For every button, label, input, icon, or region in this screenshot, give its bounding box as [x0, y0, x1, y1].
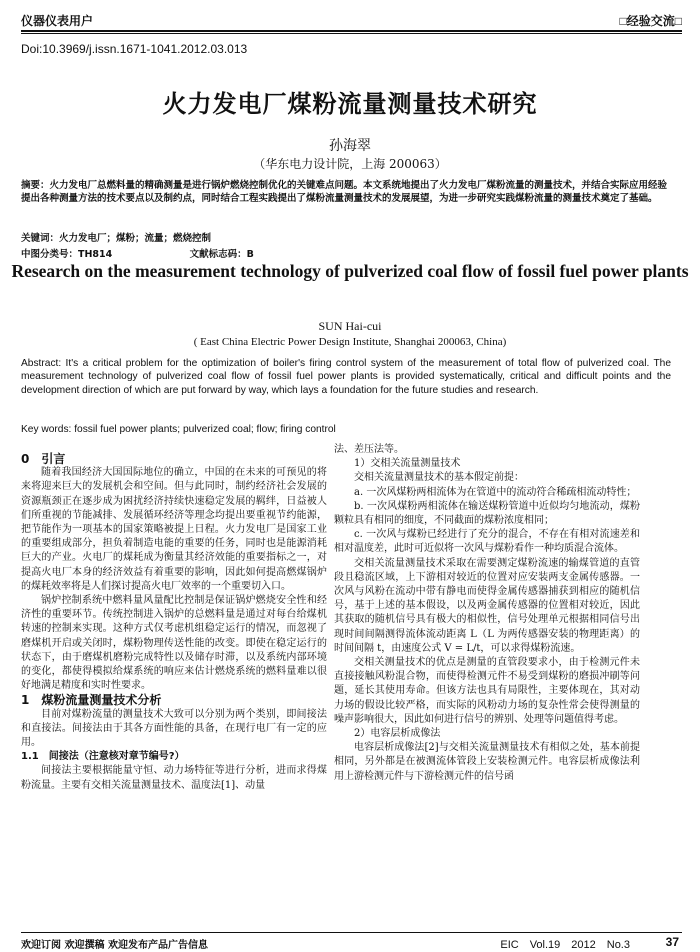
column-label: □经验交流□ — [619, 14, 682, 28]
section-1-1-paragraph: 间接法主要根据能量守恒、动力场特征等进行分析，进而求得煤粉流量。主要有交相关流量测量技术、温度法[1]、动量 — [21, 765, 327, 791]
right-paragraph-3: 交相关流量测量技术的基本假定前提： — [354, 472, 524, 484]
footer-journal-info: EIC Vol.19 2012 No.3 — [500, 939, 630, 951]
intro-paragraph-2: 锅炉控制系统中燃料量风量配比控制是保证锅炉燃烧安全性和经济性的重要环节。传统控制进入锅炉的总燃料量是通过对每台给煤机转速的控制来实现。这种方式仅考虑机组稳定运行的情况，而忽视了磨煤机开启或关闭时，煤粉物理传送性能的改变。即使在稳定运行的状态下，由于磨煤机磨粉完成特性以及储存时滞，以及系统内部环境的变化，都使得模拟给煤系统的响应来估计燃烧系统的燃料量难以很好地满足精度和实时性要求。 — [21, 595, 327, 692]
journal-section-label: 仪器仪表用户 — [21, 14, 94, 28]
assumption-a: a. 一次风煤粉两相流体为在管道中的流动符合稀疏相流动特性； — [354, 486, 637, 498]
intro-paragraph-1: 随着我国经济大国国际地位的确立，中国的在未来的可预见的将来将迎来巨大的发展机会和空间。但与此同时，制约经济社会发展的资源瓶颈正在逐步成为困扰经济持续快速稳定发展的羁绊，日益被人们所重视的节能减排、发展循环经济等理念均提出要重视节约能源，把节能作为一项基本的国家策略被提上日程。火力发电厂是国家工业的重要组成部分，担负着制造电能的重要的任务，同时也是能源消耗巨大的产业。火电厂的煤耗成为衡量其经济效能的重要指标之一，对提高火电厂本身的经济效益有着重要的影响，因此如何提高燃煤锅炉的煤耗效率将是人们探讨提高火电厂效率的一个重要切入口。 — [21, 467, 327, 592]
right-paragraph-8: 交相关测量技术的优点是测量的直管段要求小，由于检测元件未直接接触风粉混合物，而使得检测元件不易受到煤粉的磨损冲刷等问题，延长其使用寿命。但该方法也具有局限性，主要体现在，其对动力场的假设比较严格，而实际的风粉动力场的复杂性常会使得测量的噪声影响很大，因此如何进行信号的辨别、处理等问题值得考虑。 — [334, 657, 640, 725]
classification — [21, 246, 328, 260]
subheading-capacitance: 2）电容层析成像法 — [354, 728, 441, 740]
title-cn: 火力发电厂煤粉流量测量技术研究 — [162, 89, 538, 118]
header-rule — [21, 30, 682, 32]
keywords-en: Key words: fossil fuel power plants; pulverized coal; flow; firing control — [21, 424, 336, 435]
section-1-heading: 1 煤粉流量测量技术分析 — [21, 693, 162, 708]
right-paragraph-7: 交相关流量测量技术采取在需要测定煤粉流速的输煤管道的直管段且稳流区域，上下游相对较近的位置对应安装两支金属传感器。一次风与风粉在流动中带有静电而使得金属传感器捕获到相应的随机信号，基于上述的基本假设，以及两金属传感器的位置相对较近，因此其获取的随机信号具有极大的相似性，信号处理单元根据相同信号出现时间间隔测得流体流动距离 L（L 为两传感器安装的物理距离）的时间间隔 t，由速度公式 V = L/t，可以求得煤粉流速。 — [334, 557, 640, 654]
title-en: Research on the measurement technology of pulverized coal flow of fossil fuel power plants — [11, 261, 689, 281]
right-paragraph-10: 电容层析成像法[2]与交相关流量测量技术有相似之处，基本前提相同，另外都是在被测流体管段上安装检测元件。电容层析成像法利用上游检测元件与下游检测元件的信号函 — [334, 742, 640, 782]
affiliation-cn: （华东电力设计院，上海 200063） — [253, 157, 447, 171]
footer-slogan: 欢迎订阅 欢迎撰稿 欢迎发布产品广告信息 — [21, 940, 208, 951]
footer-rule — [21, 932, 682, 933]
section-1-1-heading: 1.1 间接法（注意核对章节编号?） — [21, 751, 185, 763]
section-0-heading: 0 引言 — [21, 452, 66, 466]
affiliation-en: ( East China Electric Power Design Institute, Shanghai 200063, China) — [193, 336, 507, 348]
assumption-c: c. 一次风与煤粉已经进行了充分的混合，不存在有相对流速差和相对温度差，此时可近似将一次风与煤粉看作一种均质混合流体。 — [334, 529, 640, 555]
assumption-b: b. 一次风煤粉两相流体在输送煤粉管道中近似均匀地流动，煤粉颗粒具有相同的细度，不同截面的煤粉浓度相同； — [334, 500, 640, 527]
keywords-cn: 关键词：火力发电厂；煤粉；流量；燃烧控制 — [21, 233, 212, 244]
page-number: 37 — [665, 935, 679, 949]
document-code: 文献标志码：B — [189, 249, 254, 260]
right-column — [334, 443, 640, 784]
author-en: SUN Hai-cui — [318, 319, 382, 333]
abstract-en: Abstract: It's a critical problem for the optimization of boiler's firing control system of the measurement of total flow of pulverized coal. The measurement technology of pulverized coal flow of fossil fuel power plants is provided systematically, critical and difficult points and the development direction of which are put forward by way, which lays a foundation for the future studies and research. — [21, 358, 671, 396]
author-cn: 孙海翠 — [329, 138, 371, 154]
doi: Doi:10.3969/j.issn.1671-1041.2012.03.013 — [21, 42, 248, 56]
left-column — [21, 452, 327, 793]
abstract-cn: 摘要：火力发电厂总燃料量的精确测量是进行锅炉燃烧控制优化的关键难点问题。本文系统地提出了火力发电厂煤粉流量的测量技术，并结合实际应用经验提出各种测量方法的技术要点以及制约点，同时结合工程实践提出了煤粉流量测量技术的发展展望，为进一步研究实践煤粉流量的测量技术奠定了基础。 — [21, 180, 668, 205]
subheading-cross-correlation: 1）交相关流量测量技术 — [354, 458, 461, 470]
right-paragraph-1: 法、差压法等。 — [334, 444, 404, 455]
header-rule-thin — [21, 33, 682, 34]
section-1-paragraph: 目前对煤粉流量的测量技术大致可以分别为两个类别，即间接法和直接法。间接法由于其各方面性能的具备，在现行电厂有一定的应用。 — [21, 708, 327, 749]
clc-number: 中图分类号：TH814 — [21, 249, 113, 260]
